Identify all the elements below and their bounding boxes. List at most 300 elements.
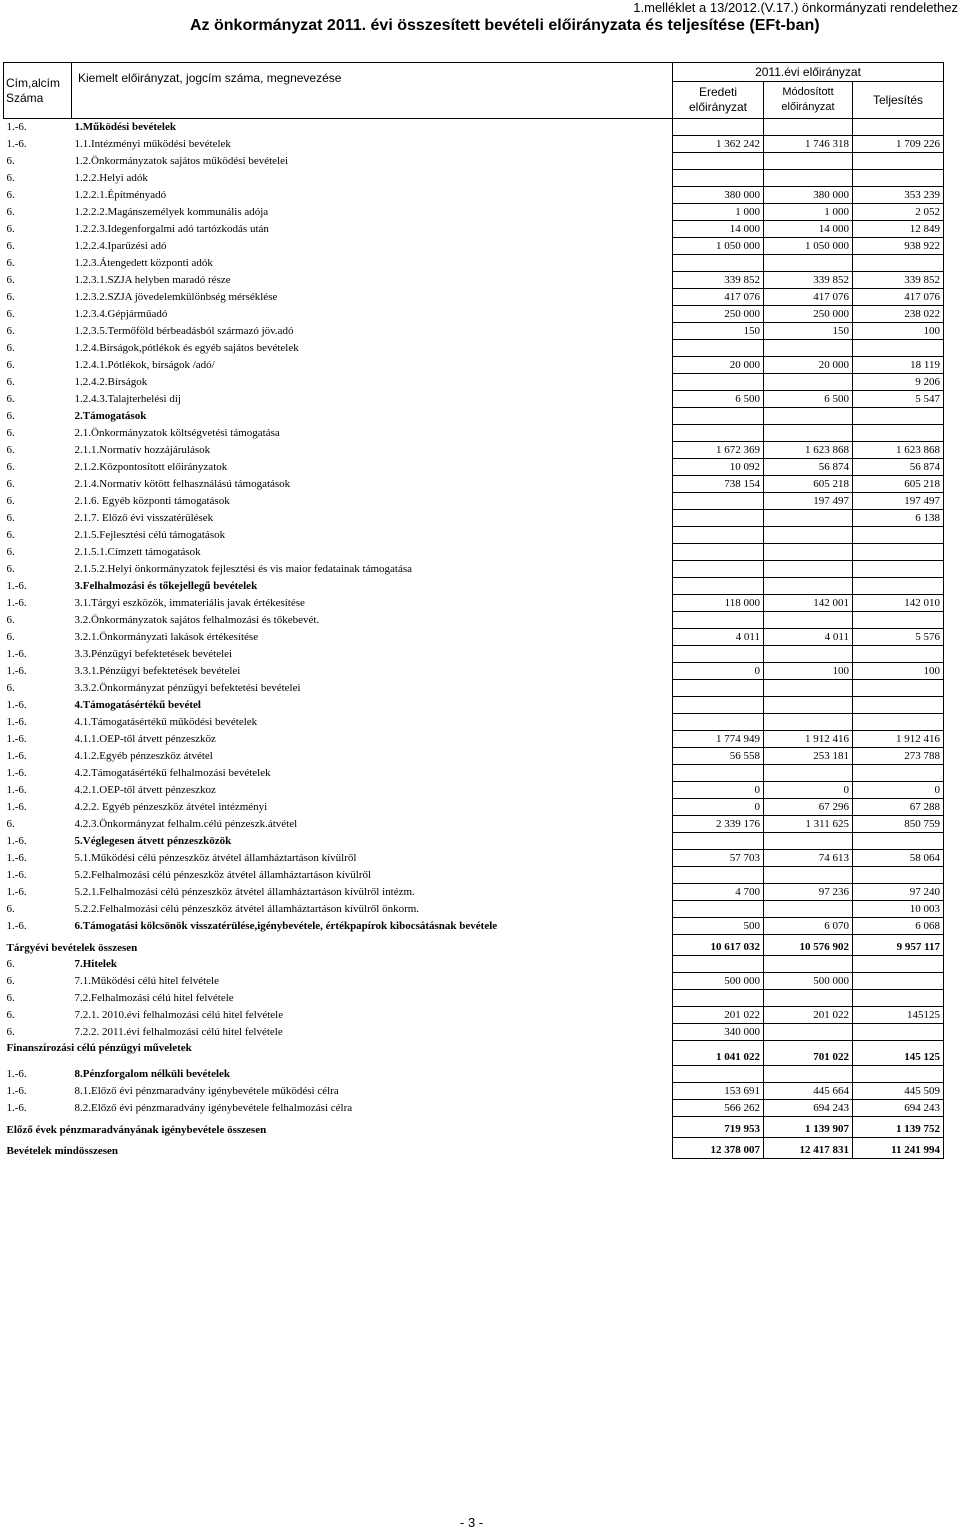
row-modositott xyxy=(764,425,853,442)
row-cim: 6. xyxy=(6,1008,15,1021)
row-modositott: 14 000 xyxy=(764,221,853,238)
row-eredeti xyxy=(673,544,764,561)
row-label: 2.1.Önkormányzatok költségvetési támogatása xyxy=(74,426,280,439)
row-eredeti: 2 339 176 xyxy=(673,816,764,833)
summary-label: Tárgyévi bevételek összesen xyxy=(6,941,138,954)
row-label: 1.Működési bevételek xyxy=(74,120,176,133)
table-row xyxy=(4,255,944,272)
header-kiemelt-label: Kiemelt előirányzat, jogcím száma, megnevezése xyxy=(78,70,342,85)
row-cim: 1.-6. xyxy=(6,885,27,898)
row-cim: 6. xyxy=(6,375,15,388)
summary-teljesites: 1 139 752 xyxy=(853,1117,944,1138)
row-teljesites: 605 218 xyxy=(853,476,944,493)
row-label: 8.1.Előző évi pénzmaradvány igénybevétele működési célra xyxy=(74,1084,339,1097)
row-label: 2.1.7. Előző évi visszatérülések xyxy=(74,511,214,524)
row-modositott: 142 001 xyxy=(764,595,853,612)
row-modositott: 694 243 xyxy=(764,1100,853,1117)
row-modositott xyxy=(764,255,853,272)
row-cim: 6. xyxy=(6,188,15,201)
row-teljesites: 938 922 xyxy=(853,238,944,255)
row-teljesites xyxy=(853,714,944,731)
header-szama-label: Száma xyxy=(6,90,44,105)
summary-modositott: 10 576 902 xyxy=(764,935,853,956)
row-eredeti xyxy=(673,170,764,187)
row-modositott: 605 218 xyxy=(764,476,853,493)
table-row xyxy=(4,973,944,990)
row-modositott xyxy=(764,408,853,425)
row-modositott xyxy=(764,510,853,527)
row-eredeti xyxy=(673,153,764,170)
row-label: 4.Támogatásértékű bevétel xyxy=(74,698,201,711)
row-cim: 6. xyxy=(6,426,15,439)
row-teljesites: 56 874 xyxy=(853,459,944,476)
summary-modositott: 701 022 xyxy=(764,1041,853,1066)
table-row xyxy=(4,1066,944,1083)
table-row xyxy=(4,680,944,697)
table-row xyxy=(4,187,944,204)
row-modositott xyxy=(764,714,853,731)
row-eredeti: 0 xyxy=(673,663,764,680)
table-row xyxy=(4,425,944,442)
row-eredeti: 6 500 xyxy=(673,391,764,408)
page-title: Az önkormányzat 2011. évi összesített bevételi előirányzata és teljesítése (EFt-ban) xyxy=(190,17,820,34)
row-label: 2.Támogatások xyxy=(74,409,147,422)
row-teljesites xyxy=(853,973,944,990)
row-modositott: 6 070 xyxy=(764,918,853,935)
row-teljesites: 5 547 xyxy=(853,391,944,408)
summary-modositott: 1 139 907 xyxy=(764,1117,853,1138)
header-kiemelt xyxy=(72,63,673,119)
row-teljesites xyxy=(853,1024,944,1041)
row-label: 7.Hitelek xyxy=(74,957,117,970)
row-eredeti xyxy=(673,527,764,544)
row-eredeti xyxy=(673,510,764,527)
row-eredeti xyxy=(673,1066,764,1083)
row-cim: 6. xyxy=(6,256,15,269)
row-cim: 6. xyxy=(6,511,15,524)
row-label: 1.2.2.2.Magánszemélyek kommunális adója xyxy=(74,205,269,218)
row-teljesites: 5 576 xyxy=(853,629,944,646)
row-cim: 6. xyxy=(6,273,15,286)
row-label: 8.Pénzforgalom nélküli bevételek xyxy=(74,1067,231,1080)
budget-table xyxy=(3,62,944,1159)
header-eredeti-line1: Eredeti xyxy=(698,85,738,99)
row-cim: 6. xyxy=(6,494,15,507)
table-row xyxy=(4,1100,944,1117)
header-row-1 xyxy=(4,63,944,82)
row-label: 7.2.2. 2011.évi felhalmozási célú hitel felvétele xyxy=(74,1025,283,1038)
row-cim: 1.-6. xyxy=(6,919,27,932)
row-eredeti xyxy=(673,680,764,697)
row-modositott: 100 xyxy=(764,663,853,680)
table-row xyxy=(4,170,944,187)
row-modositott: 20 000 xyxy=(764,357,853,374)
row-label: 2.1.2.Központosított előirányzatok xyxy=(74,460,228,473)
row-teljesites: 2 052 xyxy=(853,204,944,221)
row-cim: 6. xyxy=(6,991,15,1004)
row-label: 1.2.3.Átengedett központi adók xyxy=(74,256,213,269)
row-modositott xyxy=(764,340,853,357)
row-eredeti xyxy=(673,340,764,357)
row-label: 3.3.1.Pénzügyi befektetések bevételei xyxy=(74,664,241,677)
row-modositott xyxy=(764,680,853,697)
table-row xyxy=(4,748,944,765)
row-eredeti: 1 000 xyxy=(673,204,764,221)
row-cim: 6. xyxy=(6,545,15,558)
row-modositott: 4 011 xyxy=(764,629,853,646)
row-modositott: 67 296 xyxy=(764,799,853,816)
row-teljesites: 67 288 xyxy=(853,799,944,816)
table-row xyxy=(4,544,944,561)
row-modositott: 1 311 625 xyxy=(764,816,853,833)
row-modositott: 6 500 xyxy=(764,391,853,408)
table-row xyxy=(4,340,944,357)
summary-teljesites: 11 241 994 xyxy=(853,1138,944,1159)
row-modositott: 1 623 868 xyxy=(764,442,853,459)
row-eredeti xyxy=(673,493,764,510)
table-row xyxy=(4,629,944,646)
table-row xyxy=(4,765,944,782)
row-cim: 1.-6. xyxy=(6,851,27,864)
row-modositott: 201 022 xyxy=(764,1007,853,1024)
row-cim: 1.-6. xyxy=(6,783,27,796)
table-row xyxy=(4,956,944,973)
row-teljesites xyxy=(853,956,944,973)
row-cim: 1.-6. xyxy=(6,137,27,150)
row-cim: 1.-6. xyxy=(6,120,27,133)
table-row xyxy=(4,221,944,238)
row-label: 5.Véglegesen átvett pénzeszközök xyxy=(74,834,232,847)
row-eredeti xyxy=(673,867,764,884)
row-cim: 1.-6. xyxy=(6,647,27,660)
row-label: 1.2.2.4.Iparűzési adó xyxy=(74,239,167,252)
row-label: 1.2.3.5.Termőföld bérbeadásból származó jöv.adó xyxy=(74,324,294,337)
row-cim: 1.-6. xyxy=(6,800,27,813)
table-row xyxy=(4,595,944,612)
row-cim: 1.-6. xyxy=(6,664,27,677)
row-eredeti: 4 700 xyxy=(673,884,764,901)
row-teljesites xyxy=(853,544,944,561)
table-row xyxy=(4,527,944,544)
row-modositott xyxy=(764,612,853,629)
row-label: 4.1.1.OEP-től átvett pénzeszköz xyxy=(74,732,216,745)
row-eredeti: 1 774 949 xyxy=(673,731,764,748)
row-teljesites: 100 xyxy=(853,323,944,340)
row-cim: 6. xyxy=(6,613,15,626)
row-label: 6.Támogatási kölcsönök visszatérülése,igénybevétele, értékpapírok kibocsátásnak bevétele xyxy=(74,919,498,932)
row-teljesites xyxy=(853,527,944,544)
table-row xyxy=(4,510,944,527)
row-teljesites: 100 xyxy=(853,663,944,680)
summary-row xyxy=(4,1041,944,1066)
row-cim: 6. xyxy=(6,307,15,320)
table-row xyxy=(4,408,944,425)
row-modositott: 250 000 xyxy=(764,306,853,323)
table-row xyxy=(4,119,944,136)
row-eredeti xyxy=(673,408,764,425)
table-row xyxy=(4,306,944,323)
row-label: 1.2.3.4.Gépjárműadó xyxy=(74,307,168,320)
table-row xyxy=(4,476,944,493)
row-eredeti xyxy=(673,119,764,136)
row-teljesites xyxy=(853,1066,944,1083)
row-modositott xyxy=(764,956,853,973)
row-label: 2.1.6. Egyéb központi támogatások xyxy=(74,494,230,507)
row-modositott: 150 xyxy=(764,323,853,340)
row-eredeti: 153 691 xyxy=(673,1083,764,1100)
row-teljesites: 97 240 xyxy=(853,884,944,901)
row-eredeti xyxy=(673,425,764,442)
row-eredeti: 201 022 xyxy=(673,1007,764,1024)
row-cim: 6. xyxy=(6,392,15,405)
row-eredeti: 14 000 xyxy=(673,221,764,238)
row-label: 4.2.Támogatásértékű felhalmozási bevételek xyxy=(74,766,271,779)
summary-row xyxy=(4,935,944,956)
summary-row xyxy=(4,1138,944,1159)
row-modositott xyxy=(764,561,853,578)
row-modositott: 445 664 xyxy=(764,1083,853,1100)
row-teljesites: 238 022 xyxy=(853,306,944,323)
row-teljesites: 145125 xyxy=(853,1007,944,1024)
header-modositott xyxy=(764,82,853,119)
row-cim: 6. xyxy=(6,528,15,541)
row-teljesites: 6 138 xyxy=(853,510,944,527)
row-label: 7.2.Felhalmozási célú hitel felvétele xyxy=(74,991,234,1004)
row-eredeti: 417 076 xyxy=(673,289,764,306)
header-cim-label: Cím,alcím xyxy=(6,75,60,90)
row-eredeti xyxy=(673,255,764,272)
row-cim: 6. xyxy=(6,681,15,694)
row-eredeti: 1 050 000 xyxy=(673,238,764,255)
table-row xyxy=(4,272,944,289)
row-teljesites xyxy=(853,425,944,442)
row-label: 1.2.4.3.Talajterhelési díj xyxy=(74,392,181,405)
row-eredeti xyxy=(673,374,764,391)
row-modositott xyxy=(764,833,853,850)
row-label: 1.2.4.1.Pótlékok, bírságok /adó/ xyxy=(74,358,215,371)
row-teljesites: 18 119 xyxy=(853,357,944,374)
row-eredeti xyxy=(673,765,764,782)
row-cim: 6. xyxy=(6,290,15,303)
row-modositott xyxy=(764,544,853,561)
row-cim: 6. xyxy=(6,171,15,184)
table-row xyxy=(4,663,944,680)
row-eredeti: 1 672 369 xyxy=(673,442,764,459)
row-teljesites xyxy=(853,561,944,578)
row-label: 3.3.Pénzügyi befektetések bevételei xyxy=(74,647,233,660)
table-row xyxy=(4,459,944,476)
row-teljesites xyxy=(853,578,944,595)
table-row xyxy=(4,990,944,1007)
row-cim: 1.-6. xyxy=(6,1101,27,1114)
row-label: 4.2.2. Egyéb pénzeszköz átvétel intézményi xyxy=(74,800,268,813)
row-cim: 6. xyxy=(6,630,15,643)
row-modositott: 417 076 xyxy=(764,289,853,306)
row-label: 4.2.3.Önkormányzat felhalm.célú pénzeszk.átvétel xyxy=(74,817,298,830)
table-row xyxy=(4,731,944,748)
row-teljesites: 417 076 xyxy=(853,289,944,306)
row-teljesites: 273 788 xyxy=(853,748,944,765)
row-eredeti xyxy=(673,956,764,973)
header-group: 2011.évi előirányzat xyxy=(673,63,944,82)
row-teljesites: 10 003 xyxy=(853,901,944,918)
row-cim: 1.-6. xyxy=(6,766,27,779)
row-modositott xyxy=(764,867,853,884)
summary-modositott: 12 417 831 xyxy=(764,1138,853,1159)
table-row xyxy=(4,714,944,731)
row-label: 1.2.4.Bírságok,pótlékok és egyéb sajátos bevételek xyxy=(74,341,299,354)
row-label: 3.1.Tárgyi eszközök, immateriális javak értékesítése xyxy=(74,596,305,609)
table-row xyxy=(4,918,944,935)
row-eredeti: 10 092 xyxy=(673,459,764,476)
row-cim: 6. xyxy=(6,222,15,235)
row-modositott xyxy=(764,1024,853,1041)
row-teljesites: 850 759 xyxy=(853,816,944,833)
row-eredeti: 339 852 xyxy=(673,272,764,289)
summary-teljesites: 9 957 117 xyxy=(853,935,944,956)
row-cim: 6. xyxy=(6,817,15,830)
row-eredeti xyxy=(673,714,764,731)
table-row xyxy=(4,1007,944,1024)
table-row xyxy=(4,1024,944,1041)
summary-eredeti: 12 378 007 xyxy=(673,1138,764,1159)
row-eredeti xyxy=(673,612,764,629)
summary-eredeti: 10 617 032 xyxy=(673,935,764,956)
row-teljesites xyxy=(853,697,944,714)
row-cim: 1.-6. xyxy=(6,868,27,881)
row-eredeti: 1 362 242 xyxy=(673,136,764,153)
row-label: 5.2.1.Felhalmozási célú pénzeszköz átvétel államháztartáson kívülről intézm. xyxy=(74,885,415,898)
table-row xyxy=(4,153,944,170)
row-teljesites: 694 243 xyxy=(853,1100,944,1117)
table-row xyxy=(4,136,944,153)
table-row xyxy=(4,204,944,221)
row-modositott xyxy=(764,990,853,1007)
row-teljesites xyxy=(853,867,944,884)
row-eredeti xyxy=(673,697,764,714)
summary-teljesites: 145 125 xyxy=(853,1041,944,1066)
row-modositott: 74 613 xyxy=(764,850,853,867)
row-label: 3.3.2.Önkormányzat pénzügyi befektetési bevételei xyxy=(74,681,301,694)
row-label: 1.2.4.2.Bírságok xyxy=(74,375,148,388)
row-eredeti: 0 xyxy=(673,799,764,816)
decree-annex-note: 1.melléklet a 13/2012.(V.17.) önkormányzati rendelethez xyxy=(633,0,958,15)
row-teljesites xyxy=(853,612,944,629)
row-eredeti: 20 000 xyxy=(673,357,764,374)
row-teljesites: 1 709 226 xyxy=(853,136,944,153)
row-eredeti: 380 000 xyxy=(673,187,764,204)
table-row xyxy=(4,612,944,629)
table-row xyxy=(4,850,944,867)
row-cim: 1.-6. xyxy=(6,579,27,592)
row-eredeti: 0 xyxy=(673,782,764,799)
row-cim: 1.-6. xyxy=(6,1067,27,1080)
row-label: 1.2.2.Helyi adók xyxy=(74,171,148,184)
row-eredeti: 4 011 xyxy=(673,629,764,646)
row-cim: 1.-6. xyxy=(6,732,27,745)
table-row xyxy=(4,782,944,799)
row-modositott xyxy=(764,170,853,187)
row-cim: 6. xyxy=(6,974,15,987)
row-label: 5.2.Felhalmozási célú pénzeszköz átvétel államháztartáson kívülről xyxy=(74,868,372,881)
row-cim: 6. xyxy=(6,154,15,167)
row-teljesites xyxy=(853,340,944,357)
row-eredeti: 738 154 xyxy=(673,476,764,493)
header-eredeti xyxy=(673,82,764,119)
table-row xyxy=(4,238,944,255)
row-eredeti: 250 000 xyxy=(673,306,764,323)
row-teljesites xyxy=(853,170,944,187)
row-cim: 6. xyxy=(6,358,15,371)
row-label: 7.2.1. 2010.évi felhalmozási célú hitel felvétele xyxy=(74,1008,284,1021)
row-eredeti xyxy=(673,561,764,578)
row-eredeti xyxy=(673,578,764,595)
table-row xyxy=(4,646,944,663)
row-label: 3.2.1.Önkormányzati lakások értékesítése xyxy=(74,630,259,643)
row-teljesites: 142 010 xyxy=(853,595,944,612)
row-label: 4.1.2.Egyéb pénzeszköz átvétel xyxy=(74,749,213,762)
table-row xyxy=(4,697,944,714)
row-label: 2.1.4.Normatív kötött felhasználású támogatások xyxy=(74,477,291,490)
row-modositott xyxy=(764,765,853,782)
row-teljesites xyxy=(853,153,944,170)
row-modositott: 500 000 xyxy=(764,973,853,990)
row-eredeti: 500 xyxy=(673,918,764,935)
table-row xyxy=(4,578,944,595)
row-eredeti: 150 xyxy=(673,323,764,340)
table-row xyxy=(4,833,944,850)
row-eredeti: 57 703 xyxy=(673,850,764,867)
row-teljesites xyxy=(853,833,944,850)
row-eredeti xyxy=(673,646,764,663)
row-modositott: 380 000 xyxy=(764,187,853,204)
row-modositott xyxy=(764,901,853,918)
row-label: 1.1.Intézményi működési bevételek xyxy=(74,137,231,150)
row-label: 5.2.2.Felhalmozási célú pénzeszköz átvétel államháztartáson kívülről önkorm. xyxy=(74,902,420,915)
row-modositott xyxy=(764,119,853,136)
row-modositott xyxy=(764,697,853,714)
row-teljesites: 6 068 xyxy=(853,918,944,935)
row-label: 4.1.Támogatásértékű működési bevételek xyxy=(74,715,258,728)
header-eredeti-line2: előirányzat xyxy=(688,100,748,114)
row-label: 2.1.5.2.Helyi önkormányzatok fejlesztési és vis maior fedatainak támogatása xyxy=(74,562,413,575)
row-label: 2.1.1.Normatív hozzájárulások xyxy=(74,443,211,456)
row-teljesites xyxy=(853,408,944,425)
summary-row xyxy=(4,1117,944,1138)
row-teljesites: 1 912 416 xyxy=(853,731,944,748)
row-label: 7.1.Működési célú hitel felvétele xyxy=(74,974,219,987)
row-label: 2.1.5.1.Címzett támogatások xyxy=(74,545,201,558)
header-modositott-line2: előirányzat xyxy=(781,101,835,113)
row-modositott: 1 050 000 xyxy=(764,238,853,255)
row-cim: 6. xyxy=(6,443,15,456)
row-teljesites: 353 239 xyxy=(853,187,944,204)
row-modositott: 97 236 xyxy=(764,884,853,901)
row-label: 1.2.3.1.SZJA helyben maradó része xyxy=(74,273,231,286)
row-label: 5.1.Működési célú pénzeszköz átvétel államháztartáson kívülről xyxy=(74,851,357,864)
row-cim: 6. xyxy=(6,1025,15,1038)
row-label: 1.2.3.2.SZJA jövedelemkülönbség mérséklése xyxy=(74,290,278,303)
row-modositott: 197 497 xyxy=(764,493,853,510)
row-cim: 6. xyxy=(6,239,15,252)
header-cim xyxy=(4,63,72,119)
row-cim: 6. xyxy=(6,205,15,218)
row-modositott: 339 852 xyxy=(764,272,853,289)
row-modositott: 253 181 xyxy=(764,748,853,765)
table-row xyxy=(4,799,944,816)
header-teljesites: Teljesítés xyxy=(853,82,944,119)
row-eredeti: 56 558 xyxy=(673,748,764,765)
